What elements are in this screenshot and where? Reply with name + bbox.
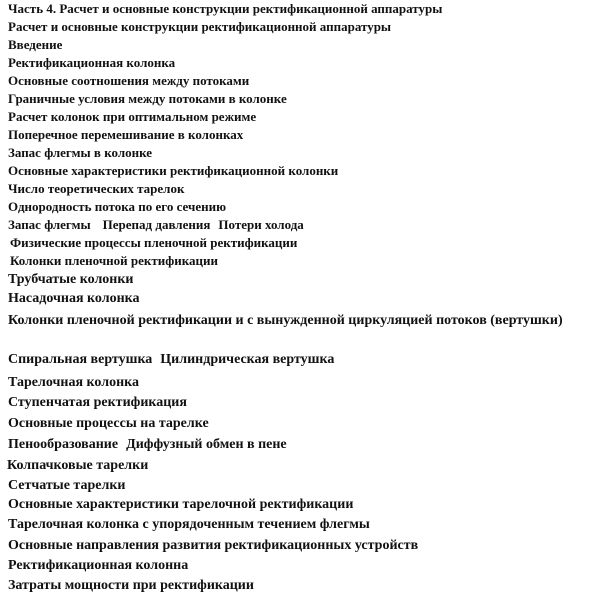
toc-entry-part: Запас флегмы — [8, 217, 91, 232]
toc-entry-part: Диффузный обмен в пене — [126, 437, 287, 452]
toc-entry: Однородность потока по его сечению — [8, 199, 227, 214]
toc-entry-part: Перепад давления — [102, 217, 211, 232]
toc-entry: Введение — [8, 37, 63, 52]
toc-entry: Расчет колонок при оптимальном режиме — [8, 109, 257, 124]
toc-entry-part: Потери холода — [218, 217, 304, 232]
toc-entry-part: Спиральная вертушка — [8, 352, 153, 367]
toc-entry: Тарелочная колонка — [8, 375, 139, 390]
toc-entry: Основные направления развития ректификационных устройств — [8, 538, 419, 553]
toc-entry: Основные характеристики ректификационной колонки — [8, 163, 339, 178]
toc-entry-multi — [8, 218, 304, 231]
toc-entry-multi — [8, 438, 287, 452]
toc-entry: Тарелочная колонка с упорядоченным течением флегмы — [8, 517, 370, 532]
part-heading: Часть 4. Расчет и основные конструкции ректификационной аппаратуры — [8, 1, 443, 16]
toc-entry-part: Цилиндрическая вертушка — [160, 352, 335, 367]
toc-entry: Основные процессы на тарелке — [8, 416, 209, 431]
toc-entry: Колонки пленочной ректификации — [10, 253, 219, 268]
toc-entry: Ректификационная колонка — [8, 55, 176, 70]
toc-entry: Трубчатые колонки — [8, 272, 134, 287]
toc-entry: Основные соотношения между потоками — [8, 73, 250, 88]
toc-entry: Запас флегмы в колонке — [8, 145, 153, 160]
toc-entry-multi — [8, 353, 334, 367]
toc-entry: Поперечное перемешивание в колонках — [8, 127, 244, 142]
toc-entry: Насадочная колонка — [8, 291, 140, 306]
toc-entry: Граничные условия между потоками в колонке — [8, 91, 287, 106]
toc-entry: Колонки пленочной ректификации и с вынужденной циркуляцией потоков (вертушки) — [8, 313, 563, 328]
toc-entry: Ступенчатая ректификация — [8, 395, 187, 410]
toc-entry: Затраты мощности при ректификации — [8, 578, 254, 593]
toc-entry-part: Пенообразование — [8, 437, 119, 452]
toc-entry: Расчет и основные конструкции ректификационной аппаратуры — [8, 19, 392, 34]
toc-entry: Основные характеристики тарелочной ректификации — [8, 497, 354, 512]
toc-entry: Физические процессы пленочной ректификации — [10, 235, 298, 250]
toc-entry: Колпачковые тарелки — [7, 458, 149, 473]
toc-entry: Ректификационная колонна — [8, 558, 189, 573]
toc-entry: Число теоретических тарелок — [8, 181, 185, 196]
toc-entry: Сетчатые тарелки — [8, 478, 126, 493]
